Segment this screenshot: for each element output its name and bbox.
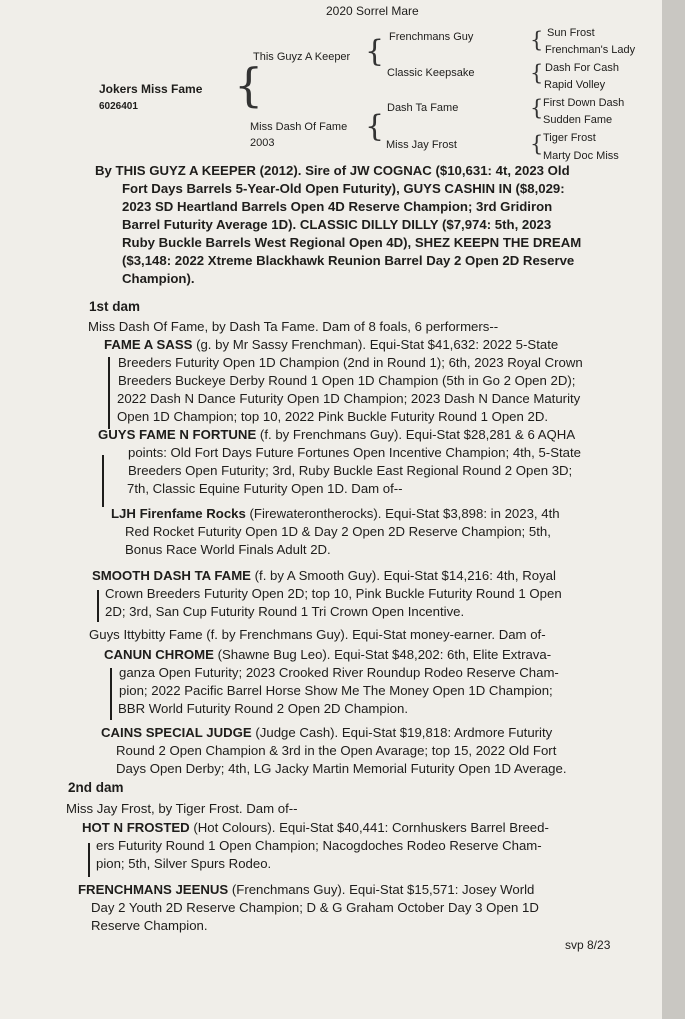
sire-line: Ruby Buckle Barrels West Regional Open 4D), SHEZ KEEPN THE DREAM <box>122 235 582 250</box>
record-bar <box>108 357 110 429</box>
horse-name: GUYS FAME N FORTUNE <box>98 427 257 442</box>
dam-brace: { <box>365 109 385 144</box>
ancestor-1: Sun Frost <box>547 27 595 39</box>
offspring-guys-ittybitty-fame: Guys Ittybitty Fame (f. by Frenchmans Guy). Equi-Stat money-earner. Dam of- <box>89 627 546 642</box>
dam-year: 2003 <box>250 137 275 149</box>
sire-sire: Frenchmans Guy <box>389 31 474 43</box>
horse-id: 6026401 <box>99 101 138 112</box>
dam-dam: Miss Jay Frost <box>386 139 457 151</box>
footer-code: svp 8/23 <box>565 938 611 952</box>
sire-line: 2023 SD Heartland Barrels Open 4D Reserve Champion; 3rd Gridiron <box>122 199 553 214</box>
horse-name: HOT N FROSTED <box>82 820 190 835</box>
horse-name: SMOOTH DASH TA FAME <box>92 568 251 583</box>
gen3-brace-1: { <box>530 28 544 52</box>
record-bar <box>88 843 90 877</box>
gen3-brace-4: { <box>530 132 544 156</box>
ancestor-6: Sudden Fame <box>543 114 613 126</box>
ancestor-8: Marty Doc Miss <box>543 150 619 162</box>
dam: Miss Dash Of Fame <box>250 121 348 133</box>
first-dam-heading: 1st dam <box>89 299 141 314</box>
ancestor-7: Tiger Frost <box>543 132 596 144</box>
sire-line: By THIS GUYZ A KEEPER (2012). Sire of JW COGNAC ($10,631: 4t, 2023 Old <box>95 163 570 178</box>
sire-line: Fort Days Barrels 5-Year-Old Open Futurity), GUYS CASHIN IN ($8,029: <box>122 181 565 196</box>
horse-name: CAINS SPECIAL JUDGE <box>101 725 252 740</box>
header: 2020 Sorrel Mare <box>326 4 419 18</box>
horse-name: CANUN CHROME <box>104 647 214 662</box>
gen3-brace-2: { <box>530 61 544 85</box>
sire-dam: Classic Keepsake <box>387 67 475 79</box>
ancestor-4: Rapid Volley <box>544 79 606 91</box>
record-bar <box>97 590 99 622</box>
gen3-brace-3: { <box>530 96 544 120</box>
ancestor-2: Frenchman's Lady <box>545 44 636 56</box>
second-dam-heading: 2nd dam <box>68 780 124 795</box>
sire-line: Champion). <box>122 271 195 286</box>
second-dam-intro: Miss Jay Frost, by Tiger Frost. Dam of-- <box>66 801 298 816</box>
sire: This Guyz A Keeper <box>253 51 351 63</box>
ancestor-5: First Down Dash <box>543 97 625 109</box>
first-dam-intro: Miss Dash Of Fame, by Dash Ta Fame. Dam of 8 foals, 6 performers-- <box>88 319 499 334</box>
sire-brace: { <box>365 34 385 69</box>
horse-name: LJH Firenfame Rocks <box>111 506 246 521</box>
record-bar <box>102 455 104 507</box>
horse-name: FRENCHMANS JEENUS <box>78 882 229 897</box>
sire-line: ($3,148: 2022 Xtreme Blackhawk Reunion Barrel Day 2 Open 2D Reserve <box>122 253 575 268</box>
horse-name: Jokers Miss Fame <box>99 82 203 96</box>
record-bar <box>110 668 112 720</box>
page-edge <box>662 0 685 1019</box>
pedigree-brace: { <box>234 58 264 112</box>
sire-line: Barrel Futurity Average 1D). CLASSIC DILLY DILLY ($7,974: 5th, 2023 <box>122 217 552 232</box>
ancestor-3: Dash For Cash <box>545 62 619 74</box>
horse-name: FAME A SASS <box>104 337 193 352</box>
dam-sire: Dash Ta Fame <box>387 102 459 114</box>
